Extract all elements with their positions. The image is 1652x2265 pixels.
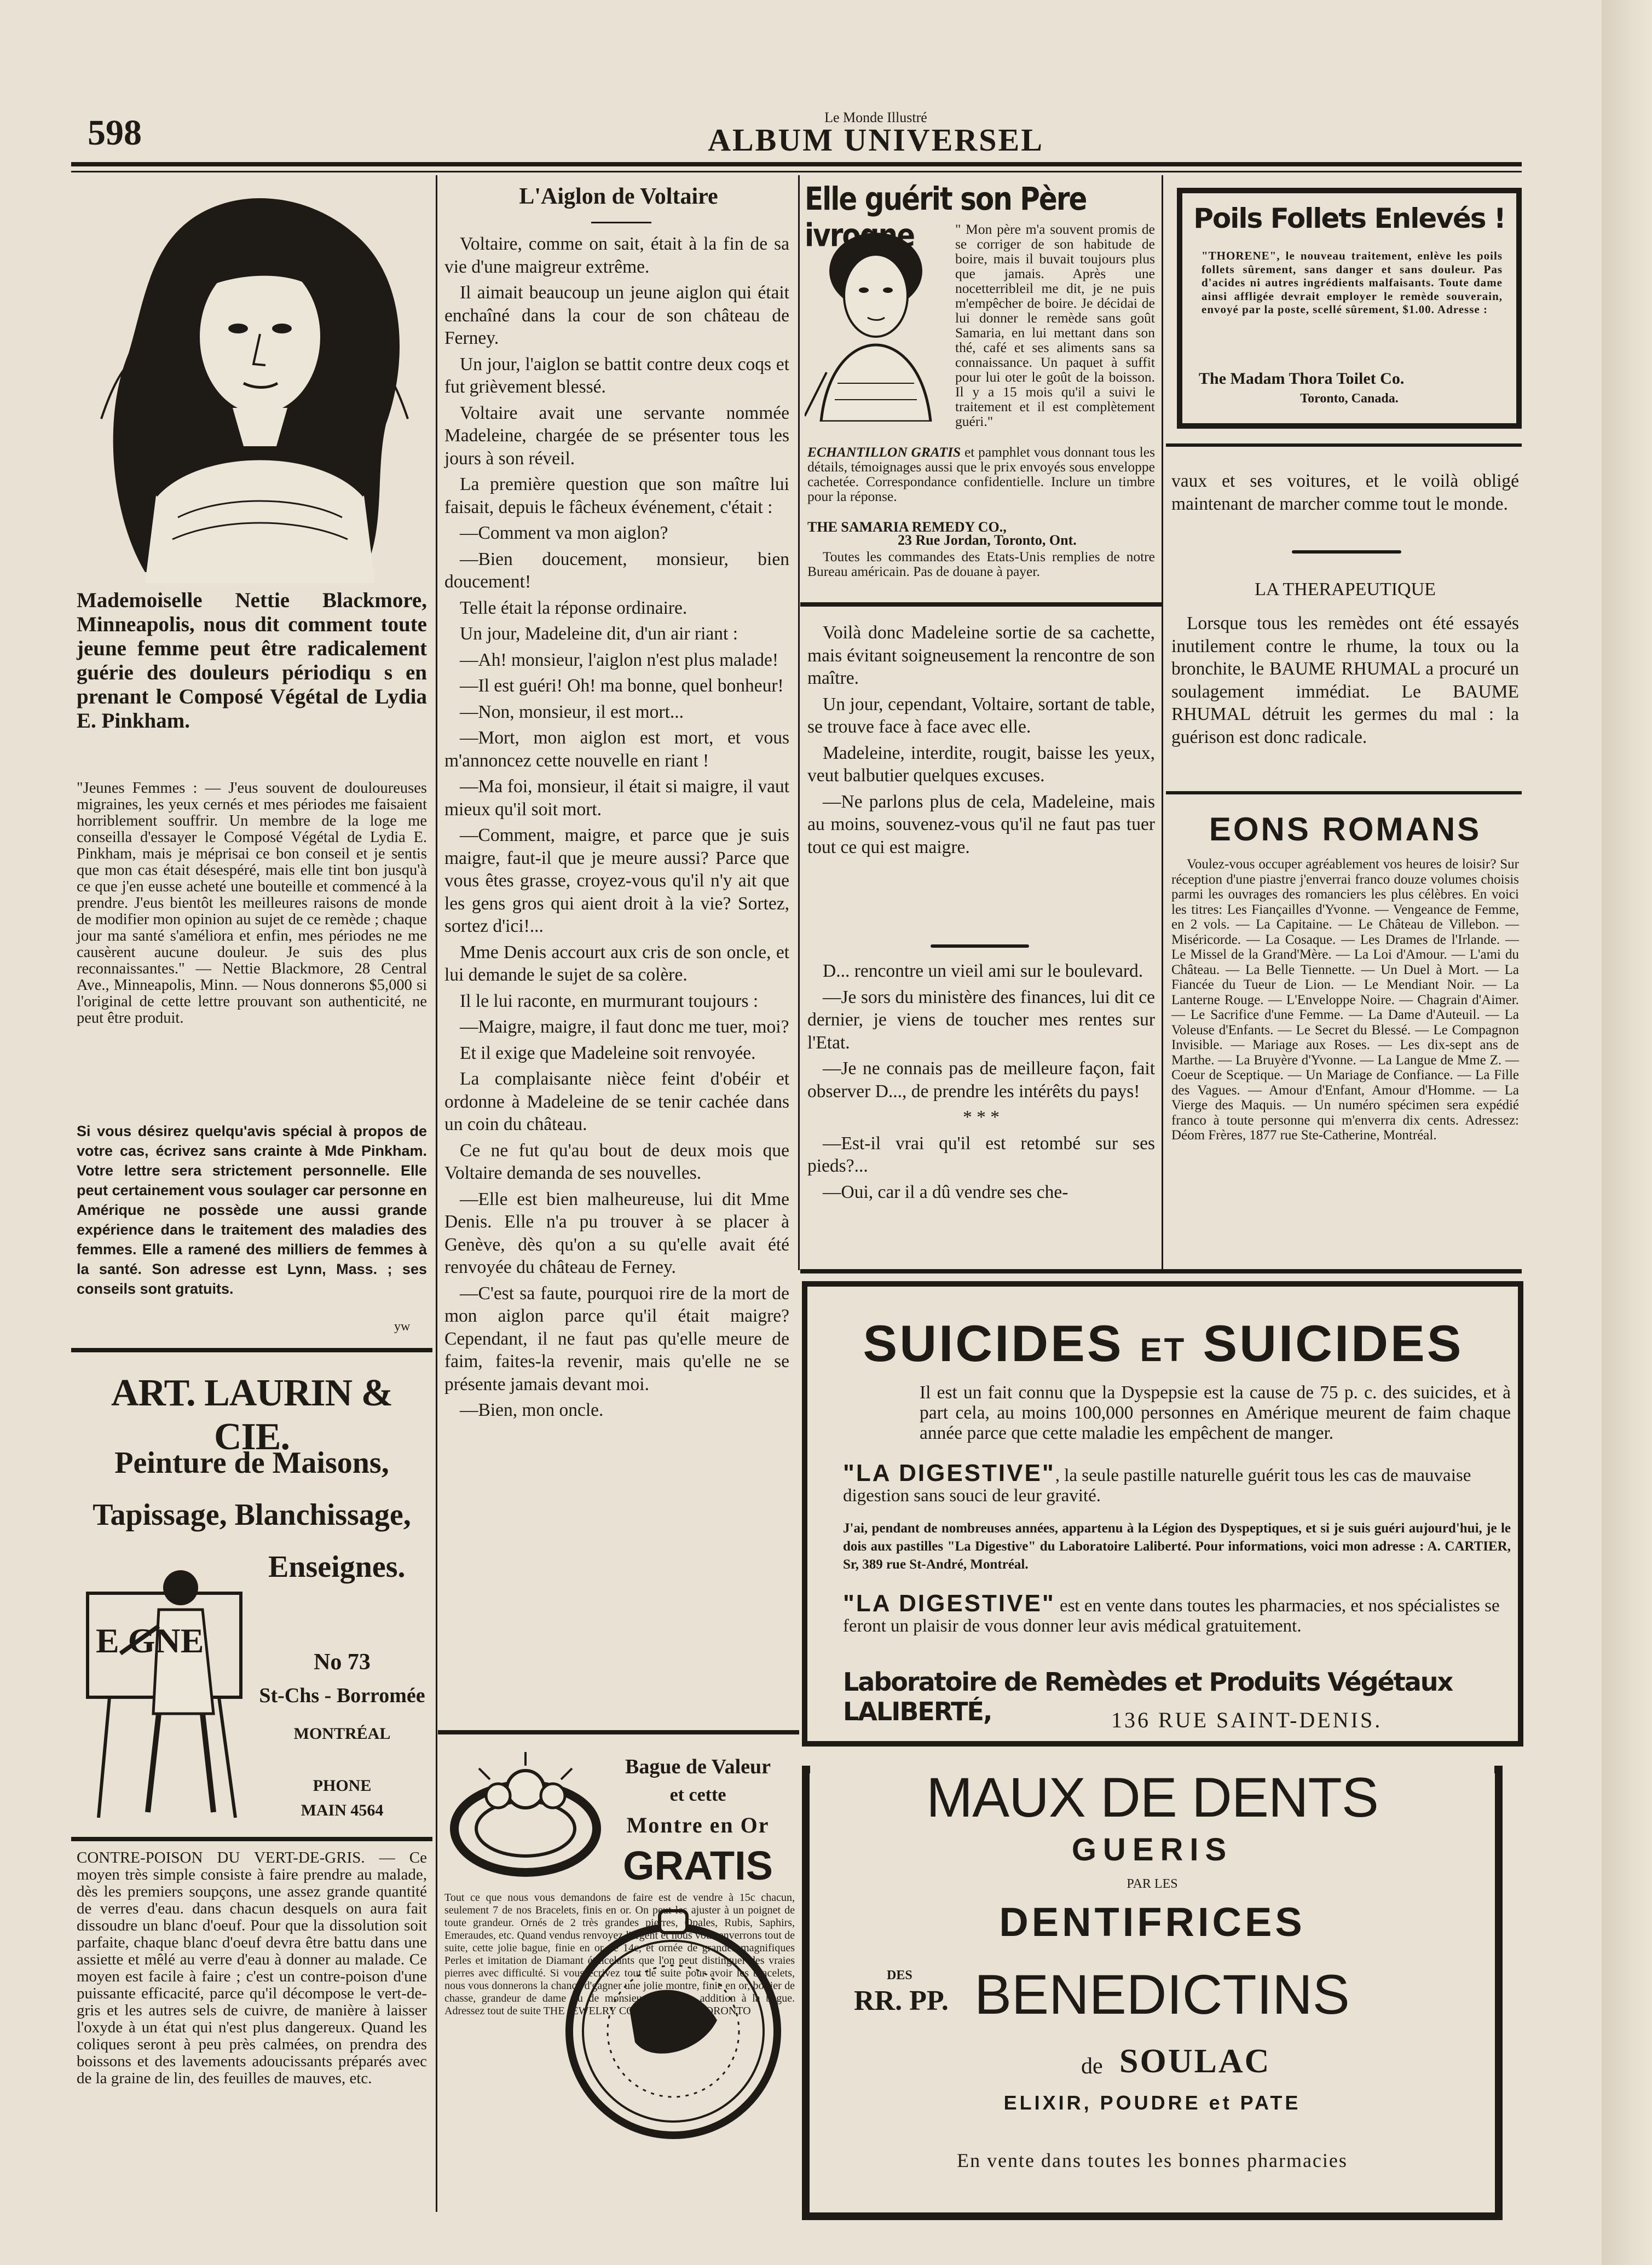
contre-poison-body: — Ce moyen très simple consiste à faire prendre au malade, dès les premiers soupçons, une assez grande quantité de verres d'eau. dans chacun desquels on aura fait dissoudre un blanc d'oeuf. Pour que la dissolution soit parfaite, chaque blanc d'oeuf devra être battu dans une assiette et mêlé au verre d'eau à donner au malade. Ce moyen est facile à faire ; c'est un contre-poison d'une puissante efficacité, parce qu'il décompose le vert-de-gris et les autres sels de cuivre, de manière à laisser l'oxyde à un état qui n'est plus dangereux. Quand les coliques seront à peu près calmées, on prendra des boissons et des lavements adoucissants préparés avec de la graine de lin, des feuilles de mauves, etc. <box>77 1849 428 2087</box>
therapeutique-title: LA THERAPEUTIQUE <box>1255 579 1436 600</box>
aiglon-paragraph: La complaisante nièce feint d'obéir et ordonne à Madeleine de se tenir cachée dans un coin du château. <box>444 1069 789 1134</box>
aiglon-paragraph: Un jour, Madeleine dit, d'un air riant : <box>460 624 738 644</box>
aiglon-paragraph: —Il est guéri! Oh! ma bonne, quel bonheur! <box>460 676 784 696</box>
poils-city: Toronto, Canada. <box>1300 391 1399 406</box>
aiglon-paragraph: —Comment, maigre, et parce que je suis maigre, faut-il que je meure aussi? Parce que vous êtes grasse, croyez-vous qu'il n'y ait que les gens gros qui aient droit à la vie? Sortez, sortez d'ici!... <box>444 825 789 936</box>
aiglon-paragraph: —Ah! monsieur, l'aiglon n'est plus malade! <box>460 649 778 670</box>
pinkham-body <box>77 780 427 1029</box>
column-rule-3 <box>1162 175 1163 1270</box>
ring-illustration <box>446 1747 605 1889</box>
suicides-address: 136 RUE SAINT-DENIS. <box>1111 1708 1383 1732</box>
aiglon-paragraph: Mme Denis accourt aux cris de son oncle, et lui demande le sujet de sa colère. <box>444 942 789 985</box>
col3b-paragraph: * * * <box>963 1107 1000 1127</box>
contre-poison-title: CONTRE-POISON DU VERT-DE-GRIS. <box>77 1849 365 1866</box>
digestive-brand-2: "LA DIGESTIVE" <box>843 1590 1055 1617</box>
suicides-title-b: SUICIDES <box>1203 1315 1464 1372</box>
suicides-p1: Il est un fait connu que la Dyspepsie est la cause de 75 p. c. des suicides, et à part cela, au moins 100,000 personnes en Amérique meurent de faim chaque année parce que cette maladie les empêchent de manger. <box>920 1382 1511 1443</box>
col3-paragraph: Madeleine, interdite, rougit, baisse les yeux, veut balbutier quelques excuses. <box>807 742 1155 786</box>
header-rule-thick <box>71 162 1522 166</box>
col4-divider <box>1292 550 1401 554</box>
aiglon-paragraph: Et il exige que Madeleine soit renvoyée. <box>460 1042 756 1063</box>
aiglon-paragraph: La première question que son maître lui faisait, depuis le fâcheux événement, c'était : <box>444 474 789 517</box>
therapeutique-body <box>1171 612 1519 752</box>
column-rule-1 <box>436 175 437 2212</box>
col3b-paragraph: —Je sors du ministère des finances, lui dit ce dernier, je viens de toucher mes rentes sur l'Etat. <box>807 987 1155 1053</box>
laurin-bottom-rule <box>71 1837 432 1841</box>
column-rule-2 <box>798 175 800 1270</box>
therapeutique-bottom-rule <box>1166 791 1522 794</box>
pinkham-testimony: "Jeunes Femmes : — J'eus souvent de douloureuses migraines, les yeux cernés et mes périodes me faisaient horriblement souffrir. Un membre de la loge me conseilla d'essayer le Composé Végétal de Lydia E. Pinkham, mais je méprisai ce bon conseil et je sentis que mon cas était désespéré, mais elle tint bon jusqu'à ce que j'en eusse acheté une bouteille et commencé à la prendre. J'eus bientôt les meilleures raisons de monde de modifier mon opinion au sujet de ce remède ; chaque jour ma santé s'améliora et enfin, mes périodes ne me causèrent aucune douleur. Je suis des plus reconnaissantes." — Nettie Blackmore, 28 Central Ave., Minneapolis, Minn. — Nous donnerons $5,000 si l'original de cette lettre prouvant son authenticité, ne peut être produit. <box>77 780 427 1027</box>
bague-title3: Montre en Or <box>626 1813 770 1837</box>
aiglon-bottom-rule <box>438 1730 799 1734</box>
poils-body: "THORENE", le nouveau traitement, enlève les poils follets sûrement, sans danger et sans douleur. Pas d'acides ni autres ingrédients malfaisants. Toute dame ainsi affligée devrait employer le remède souverain, envoyé par la poste, scellé sûrement, $1.00. Adresse : <box>1202 249 1503 316</box>
col3b-paragraph: —Je ne connais pas de meilleure façon, fait observer D..., de prendre les intérêts du pays! <box>807 1058 1155 1102</box>
therapeutique-text: Lorsque tous les remèdes ont été essayés inutilement contre le rhume, la toux ou la bronchite, le BAUME RHUMAL a procuré un soulagement immédiat. Le BAUME RHUMAL détruit les germes du mal : la guérison est donc radicale. <box>1171 613 1519 747</box>
dents-title: MAUX DE DENTS <box>810 1766 1494 1830</box>
aiglon-paragraph: Voltaire avait une servante nommée Madeleine, chargée de se présenter tous les jours à son réveil. <box>444 402 789 469</box>
poils-bottom-rule <box>1166 443 1522 447</box>
dents-vente: En vente dans toutes les bonnes pharmacies <box>957 2149 1348 2171</box>
aiglon-paragraph: —C'est sa faute, pourquoi rire de la mort de mon aiglon parce qu'il était maigre? Cependant, il ne faut pas qu'elle meure de faim, faites-la revenir, mais qu'elle ne se présente jamais devant moi. <box>444 1283 789 1394</box>
col3b-paragraph: D... rencontre un vieil ami sur le boulevard. <box>823 961 1143 981</box>
aiglon-paragraph: —Non, monsieur, il est mort... <box>460 701 684 722</box>
dents-par: PAR LES <box>1127 1877 1178 1891</box>
pinkham-tag: yw <box>394 1319 411 1334</box>
dents-benedictins: BENEDICTINS <box>974 1963 1350 2026</box>
aiglon-paragraph: Un jour, l'aiglon se battit contre deux coqs et fut grièvement blessé. <box>444 354 789 397</box>
suicides-title-et: ET <box>1140 1332 1187 1368</box>
ivrogne-echantillon: ECHANTILLON GRATIS <box>807 444 961 460</box>
painter-sign-text: E GNE <box>96 1621 204 1660</box>
ivrogne-body: " Mon père m'a souvent promis de se corriger de son habitude de boire, mais il buvait toujours plus que jamais. Après une nocetterribleil me dit, je ne puis m'empêcher de boire. Je décidai de lui donner le remède sans goût Samaria, en lui mettant dans son thé, café et ses aliments sans sa connaissance. Un paquet à suffit pour lui oter le goût de la boisson. Il y a 15 mois qu'il a suivi le traitement et il est complètement guéri." <box>955 221 1155 429</box>
col4-continuation <box>1171 470 1519 518</box>
col3b-paragraph: —Est-il vrai qu'il est retombé sur ses pieds?... <box>807 1133 1155 1176</box>
pinkham-bottom-rule <box>71 1348 432 1352</box>
bons-romans-body: Voulez-vous occuper agréablement vos heures de loisir? Sur réception d'une piastre j'enverrai franco douze volumes choisis parmi les ouvrages des romanciers les plus célèbres. En voici les titres: Les Fiançailles d'Yvonne. — Vengeance de Femme, en 2 vols. — La Capitaine. — Le Château de Villebon. — Miséricorde. — La Cosaque. — Les Drames de l'Irlande. — Le Missel de la Grand'Mère. — La Loi d'Amour. — L'ami du Château. — La Belle Tiennette. — Un Duel à Mort. — La Fiancée du Tueur de Lion. — Le Mendiant Noir. — La Lanterne Rouge. — L'Enveloppe Noire. — Chagrain d'Aimer. — Le Sacrifice d'une Femme. — La Dame d'Auteuil. — La Voleuse d'Enfants. — Le Secret du Blessé. — Le Compagnon Invisible. — Mariage aux Roses. — Les dix-sept ans de Marthe. — La Bruyère d'Yvonne. — La Langue de Mme Z. — Coeur de Sceptique. — Un Mariage de Confiance. — La Fille des Vagues. — Amour d'Enfant, Amour d'Homme. — La Vierge des Maquis. — Un numéro spécimen sera expédié franco à toute personne qui m'enverra dix cents. Adressez: Déom Frères, 1877 rue Ste-Catherine, Montréal. <box>1171 857 1519 1143</box>
aiglon-title: L'Aiglon de Voltaire <box>519 184 718 209</box>
bague-title4: GRATIS <box>622 1843 773 1888</box>
col4-cont-text: vaux et ses voitures, et le voilà obligé maintenant de marcher comme tout le monde. <box>1171 471 1519 514</box>
aiglon-paragraph: Telle était la réponse ordinaire. <box>460 597 688 618</box>
aiglon-paragraph: Voltaire, comme on sait, était à la fin de sa vie d'une maigreur extrême. <box>444 234 789 277</box>
dents-soulac: SOULAC <box>1119 2043 1271 2080</box>
aiglon-paragraph: —Bien, mon oncle. <box>460 1400 604 1420</box>
laurin-line3: Enseignes. <box>268 1550 406 1584</box>
aiglon-paragraph: Il aimait beaucoup un jeune aiglon qui était enchaîné dans la cour de son château de Ferney. <box>444 283 789 348</box>
suicides-p2: , la seule pastille naturelle guérit tous les cas de mauvaise digestion sans souci de leur gravité. <box>843 1466 1471 1506</box>
dents-dentifrices: DENTIFRICES <box>999 1899 1306 1945</box>
ivrogne-echantillon-block <box>807 445 1155 504</box>
laurin-line1: Peinture de Maisons, <box>114 1446 389 1480</box>
dents-gueris: GUERIS <box>1071 1832 1233 1868</box>
digestive-brand: "LA DIGESTIVE" <box>843 1460 1055 1486</box>
pinkham-portrait <box>79 189 430 583</box>
col3b-paragraph: —Oui, car il a dû vendre ses che- <box>823 1182 1068 1202</box>
binding-spine <box>1602 0 1652 2265</box>
dents-rr: RR. PP. <box>854 1985 949 2016</box>
laurin-phone-label: PHONE <box>313 1777 372 1795</box>
dents-products: ELIXIR, POUDRE et PATE <box>1003 2091 1301 2114</box>
bons-romans-title: EONS ROMANS <box>1209 811 1482 848</box>
bons-romans-bottom-rule <box>800 1269 1522 1273</box>
col3-body <box>807 621 1155 862</box>
bague-title2: et cette <box>669 1785 726 1805</box>
col3-body2 <box>807 960 1155 1207</box>
ivrogne-bottom-rule <box>800 602 1162 607</box>
laurin-name: ART. LAURIN & CIE. <box>111 1372 393 1458</box>
dents-des: DES <box>887 1968 912 1982</box>
suicides-p3-block <box>843 1590 1511 1636</box>
laurin-city: MONTRÉAL <box>293 1725 391 1743</box>
aiglon-paragraph: —Maigre, maigre, il faut donc me tuer, moi? <box>460 1017 789 1037</box>
poils-company: The Madam Thora Toilet Co. <box>1199 370 1405 388</box>
laurin-street: St-Chs - Borromée <box>259 1684 425 1707</box>
laurin-line2: Tapissage, Blanchissage, <box>93 1498 411 1532</box>
aiglon-paragraph: —Mort, mon aiglon est mort, et vous m'annoncez cette nouvelle en riant ! <box>444 728 789 771</box>
suicides-p2-block <box>843 1460 1511 1506</box>
dents-de: de <box>1081 2054 1103 2079</box>
suicides-p3: est en vente dans toutes les pharmacies, et nos spécialistes se feront un plaisir de vous donner leur avis médical gratuitement. <box>843 1596 1500 1636</box>
aiglon-body <box>444 233 789 1425</box>
aiglon-paragraph: —Comment va mon aiglon? <box>460 523 668 543</box>
bague-body: Tout ce que nous vous demandons de faire est de vendre à 15c chacun, seulement 7 de nos Bracelets, finis en or. On peut les ajuster à un poignet de toute grandeur. Ornés de 2 très grandes pierres, Opales, Rubis, Saphirs, Emeraudes, etc. Quand vendus renvoyez l'argent et nous vous enverrons tout de suite, cette jolie bague, finie en or de 14c, et ornée de grandes magnifiques Perles et imitation de Diamant étincelants que l'on peut distinguer des vraies pierres avec difficulté. Si vous écrivez tout de suite pour avoir les bracelets, nous vous donnerons la chance d'gagner une jolie montre, finie en or, boitier de chasse, grandeur de dame ou de monsieur, gratis en addition à la bague. Adressez tout de suite THE JEWELRY CO., DEPT. 1502 TORONTO <box>444 1892 795 2017</box>
poils-title: Poils Follets Enlevés ! <box>1193 203 1505 234</box>
col3-paragraph: Un jour, cependant, Voltaire, sortant de table, se trouve face à face avec elle. <box>807 694 1155 737</box>
aiglon-paragraph: —Elle est bien malheureuse, lui dit Mme Denis. Elle n'a pu trouver à se placer à Genève, dès qu'on a su qu'elle avait été renvoyée du château de Ferney. <box>444 1189 789 1277</box>
aiglon-paragraph: Ce ne fut qu'au bout de deux mois que Voltaire demanda de ses nouvelles. <box>444 1140 789 1183</box>
suicides-title <box>810 1314 1516 1373</box>
page-number: 598 <box>88 113 142 153</box>
col3-divider <box>931 944 1029 948</box>
ivrogne-title: Elle guérit son Père ivrogne <box>805 181 1087 254</box>
painter-illustration <box>77 1549 257 1823</box>
ivrogne-company: THE SAMARIA REMEDY CO., <box>807 519 1007 535</box>
aiglon-paragraph: —Bien doucement, monsieur, bien doucement! <box>444 549 789 592</box>
col3-paragraph: Voilà donc Madeleine sortie de sa cachette, mais évitant soigneusement la rencontre de son maître. <box>807 623 1155 688</box>
header-rule-thin <box>71 171 1522 172</box>
laurin-phone: MAIN 4564 <box>301 1801 384 1819</box>
suicides-title-a: SUICIDES <box>863 1315 1124 1372</box>
pinkham-headline: Mademoiselle Nettie Blackmore, Minneapolis, nous dit comment toute jeune femme peut être radicalement guérie des douleurs périodiqu s en prenant le Composé Végétal de Lydia E. Pinkham. <box>77 589 427 733</box>
suicides-testimony: J'ai, pendant de nombreuses années, appartenu à la Légion des Dyspeptiques, et si je suis guéri aujourd'hui, je le dois aux pastilles "La Digestive" du Laboratoire Laliberté. Pour informations, voici mon adresse : A. CARTIER, Sr, 389 rue St-André, Montréal. <box>843 1521 1511 1572</box>
ivrogne-note: Toutes les commandes des Etats-Unis remplies de notre Bureau américain. Pas de douane à payer. <box>807 549 1155 579</box>
ivrogne-address: 23 Rue Jordan, Toronto, Ont. <box>898 532 1077 548</box>
suicides-lab: Laboratoire de Remèdes et Produits Végétaux LALIBERTÉ, <box>843 1667 1453 1726</box>
bague-title1: Bague de Valeur <box>625 1755 771 1778</box>
contre-poison-article <box>77 1849 427 2089</box>
ivrogne-echantillon-rest: et pamphlet vous donnant tous les détails, témoignages aussi que le prix envoyés sous enveloppe cachetée. Correspondance confidentielle. Inclure un timbre pour la réponse. <box>807 444 1156 504</box>
aiglon-title-rule <box>591 222 651 223</box>
laurin-number: No 73 <box>314 1650 371 1675</box>
col3-paragraph: —Ne parlons plus de cela, Madeleine, mais au moins, souvenez-vous qu'il ne faut pas tuer tout ce qui est maigre. <box>807 791 1155 857</box>
aiglon-paragraph: Il le lui raconte, en murmurant toujours : <box>460 990 759 1011</box>
aiglon-paragraph: —Ma foi, monsieur, il était si maigre, il vaut mieux qu'il soit mort. <box>444 776 789 820</box>
pinkham-bold-text: Si vous désirez quelqu'avis spécial à propos de votre cas, écrivez sans crainte à Mde Pinkham. Votre lettre sera strictement personnelle. Elle peut certainement vous soulager car personne en Amérique ne possède une aussi grande expérience dans le traitement des maladies des femmes. Elle a ramené des milliers de femmes à la santé. Son adresse est Lynn, Mass. ; ses conseils sont gratuits. <box>77 1123 427 1297</box>
header-small-title: Le Monde Illustré <box>824 109 927 125</box>
masthead-title: ALBUM UNIVERSEL <box>708 122 1044 158</box>
